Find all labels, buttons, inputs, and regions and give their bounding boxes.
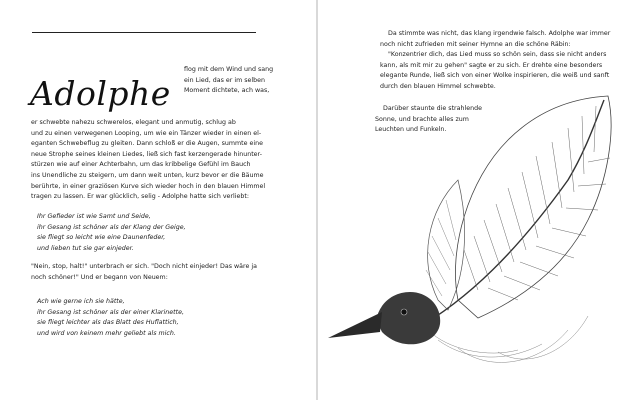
paragraph-line: tragen zu lassen. Er war glücklich, selig - Adolphe hatte sich verliebt:	[31, 193, 249, 201]
paragraph-line: "Konzentrier dich, das Lied muss so schön sein, dass sie nicht anders	[388, 51, 607, 59]
paragraph-1	[31, 118, 273, 203]
paragraph-line: "Nein, stop, halt!" unterbrach er sich. "Doch nicht einjeder! Das wäre ja	[31, 263, 257, 270]
feather-barbs	[464, 106, 610, 300]
right-page	[318, 0, 634, 400]
intro-block	[184, 65, 274, 97]
paragraph-line: neue Strophe seines kleinen Liedes, ließ sich fast kerzengerade hinunter-	[31, 150, 262, 158]
raven-beak	[328, 312, 382, 338]
paragraph-line: kann, als mit mir zu gehen" sagte er zu sich. Er drehte eine besonders	[380, 61, 603, 69]
intro-line: Moment dichtete, ach was,	[184, 87, 270, 95]
poem-line: sie fliegt so leicht wie eine Daunenfeder,	[37, 234, 166, 242]
feather-left	[428, 180, 465, 310]
raven-head	[376, 292, 440, 344]
paragraph-2	[31, 262, 273, 283]
poem-line: ihr Gesang ist schöner als der Klang der Geige,	[37, 223, 186, 231]
paragraph-line: Sonne, und brachte alles zum	[375, 115, 469, 123]
paragraph-line: elegante Runde, ließ sich von einer Wolke inspirieren, die weiß und sanft	[380, 72, 610, 80]
paragraph-line: und zu einen verwegenen Looping, um wie ein Tänzer wieder in einen el-	[31, 129, 262, 137]
top-rule	[32, 32, 256, 33]
poem-line: Ihr Gefieder ist wie Samt und Seide,	[37, 213, 151, 220]
poem-stanza-1	[37, 212, 267, 254]
paragraph-line: ins Unendliche zu steigern, um dann weit unten, kurz bevor er die Bäume	[31, 171, 264, 179]
intro-line: ein Lied, das er im selben	[184, 76, 266, 84]
paragraph-line: er schwebte nahezu schwerelos, elegant und anmutig, schlug ab	[31, 119, 236, 126]
poem-stanza-2	[37, 297, 267, 339]
paragraph-line: Darüber staunte die strahlende	[383, 105, 482, 112]
paragraph-line: Leuchten und Funkeln.	[375, 126, 447, 134]
feather-outline	[455, 96, 611, 318]
poem-line: ihr Gesang ist schöner als der einer Klarinette,	[37, 308, 184, 316]
poem-line: und wird von keinem mehr geliebt als mich.	[37, 329, 176, 337]
feather-shaft	[414, 100, 604, 330]
paragraph-line: berührte, in einer graziösen Kurve sich wieder hoch in den blauen Himmel	[31, 182, 266, 190]
raven-eye	[401, 309, 407, 315]
poem-line: und lieben tut sie gar einjeder.	[37, 244, 134, 252]
paragraph-line: noch nicht zufrieden mit seiner Hymne an die schöne Räbin:	[380, 40, 571, 48]
story-title: Adolphe	[30, 74, 171, 113]
poem-line: sie fliegt leichter als das Blatt des Huflattich,	[37, 319, 179, 327]
feather-fluff	[428, 316, 588, 362]
raven-feather-illustration	[318, 0, 634, 400]
paragraph-line: Da stimmte was nicht, das klang irgendwie falsch. Adolphe war immer	[388, 30, 611, 37]
poem-line: Ach wie gerne ich sie hätte,	[37, 298, 125, 305]
paragraph-line: stürzen wie auf einer Achterbahn, um das kribbelige Gefühl im Bauch	[31, 161, 251, 169]
paragraph-line: durch den blauen Himmel schwebte.	[380, 82, 496, 90]
intro-line: flog mit dem Wind und sang	[184, 66, 274, 73]
paragraph-line: eganten Schwebeflug zu gleiten. Dann schloß er die Augen, summte eine	[31, 140, 263, 148]
left-page	[0, 0, 316, 400]
paragraph-line: noch schöner!" Und er begann von Neuem:	[31, 273, 168, 281]
